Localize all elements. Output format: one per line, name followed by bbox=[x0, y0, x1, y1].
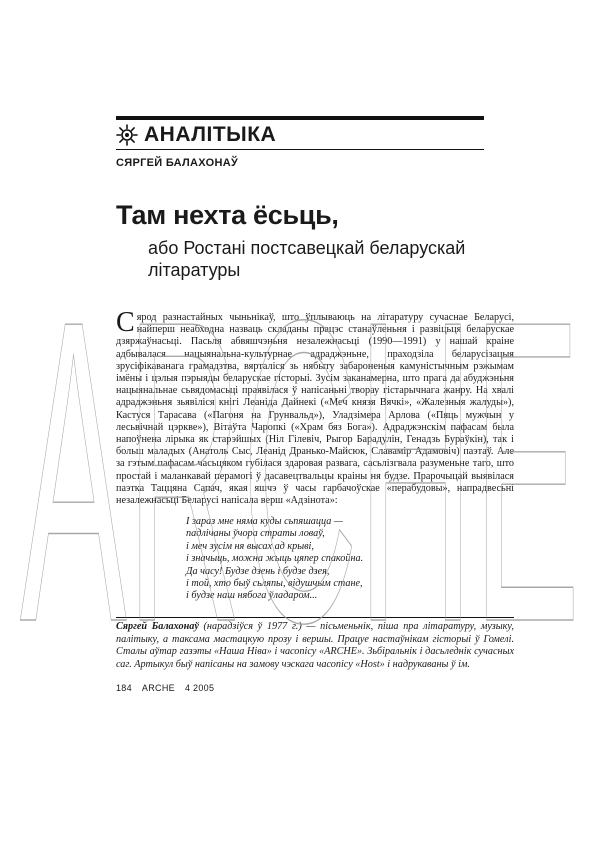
drop-cap: С bbox=[116, 307, 135, 338]
poem-line: і той, хто быў сьляпы, відушчым стане, bbox=[186, 578, 363, 590]
watermark-text: ARCHE bbox=[20, 232, 580, 712]
poem-line: падлічаны ўчора страты ловаў, bbox=[186, 528, 325, 540]
journal-name: ARCHE bbox=[141, 683, 175, 693]
poem-line: Да часу! Будзе дзень і будзе дзея, bbox=[186, 565, 330, 577]
article-body bbox=[116, 307, 514, 507]
body-paragraph-text: ярод разнастайных чыньнікаў, што ўплываюць на літаратуру сучаснае Беларусі, найперш неабходна назваць складаны працэс станаўленьня і развіцьця беларускае дзяржаўнасьці. Пасьля абвяшчэньня незалежнасьці (1990—1991) у нашай краіне адбывалася нацыянальна-культурнае адраджэньне, праходзіла беларусізацыя зрусіфікаванага грамадзтва, вярталіся зь нябыту забароненыя камуністычным рэжымам імёны і цэлыя пэрыяды беларускае гісторыі. Зусім заканамерна, што прага да абуджэньня нацыянальнае сьвядомасьці праявілася ў напісаньні творау гістарычнага жанру. На хвалі адраджэньня зьявіліся кнігі Леаніда Дайнекі («Меч князя Вячкі», «Жалезныя жалуды»), Кастуся Тарасава («Пагоня на Грунвальд»), Уладзімера Арлова («Пяць мужчын у лесьвічнай цэркве»), Вітаўта Чаропкі («Храм бяз Бога»). Адраджэнскім пафасам была напоўнена лірыка як старэйшых (Ніл Гілевіч, Рыгор Барадулін, Генадзь Бураўкін), так і больш маладых (Анатоль Сыс, Леанід Дранько-Майсюк, Славамір Адамовіч) паэтаў. Але за гэтым пафасам часьцяком губілася здаровая развага, сасьлізгвала разуменьне таго, што простай і маланкавай перамогі ў дасавецтвальцы краіны ня будзе. Прарочыцай выявілася паэтка Таццяна Сапач, якая яшчэ ў часы гарбачоўскае «перабудовы», напрадвесьні незалежнасьці Беларусі напісала верш «Адзінота»: bbox=[116, 312, 514, 507]
bio-text: (нарадзіўся ў 1977 г.) — пісьменьнік, піша пра літаратуру, музыку, палітыку, а таксама мастацкую прозу і вершы. Працуе настаўнікам гісторыі ў Гомелі. Сталы аўтар газэты «Наша Ніва» і часопісу «ARCHE». Зьбіральнік і дасьледнік сучасных саг. Артыкул быў напісаны на замову чэскага часопісу «Host» і надрукаваны ў ім. bbox=[116, 621, 514, 670]
body-paragraph bbox=[116, 307, 514, 507]
poem-line: і значыць, можна жыць цяпер спакойна. bbox=[186, 553, 364, 565]
journal-issue: 4 2005 bbox=[184, 683, 215, 693]
article-subtitle: або Ростані постсавецкай беларускай літаратуры bbox=[148, 238, 466, 280]
section-title: АНАЛІТЫКА bbox=[144, 123, 277, 146]
sun-icon bbox=[116, 124, 138, 146]
bio-rule bbox=[116, 617, 514, 618]
author-bio bbox=[116, 621, 514, 671]
page-footer bbox=[116, 683, 214, 693]
section-header bbox=[116, 123, 276, 147]
top-rule bbox=[116, 116, 484, 120]
author-header: СЯРГЕЙ БАЛАХОНАЎ bbox=[116, 157, 239, 169]
poem bbox=[186, 516, 363, 603]
poem-line: І зараз мне няма куды сьпяшацца — bbox=[186, 516, 343, 527]
header-rule bbox=[116, 149, 484, 150]
poem-line: і будзе наш нябога ўладаром... bbox=[186, 590, 318, 602]
poem-line: і меч зусім ня высах ад крыві, bbox=[186, 540, 314, 552]
bio-author-name: Сяргей Балахонаў bbox=[116, 621, 199, 632]
page-number: 184 bbox=[116, 683, 132, 693]
article-title: Там нехта ёсьць, bbox=[116, 200, 339, 230]
